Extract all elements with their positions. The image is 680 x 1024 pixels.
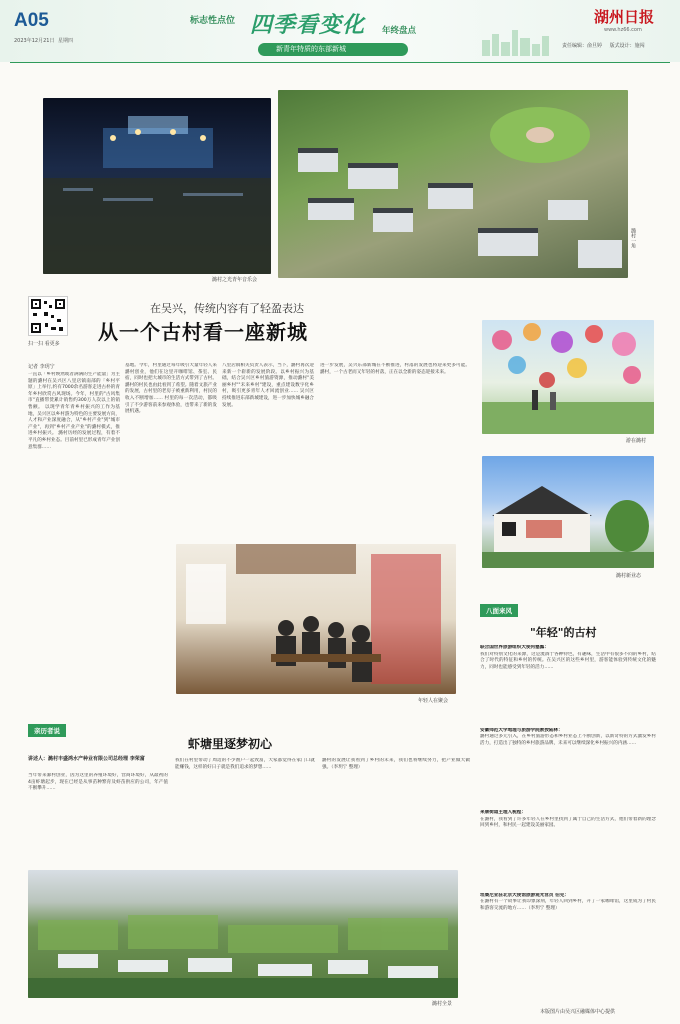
headline-title: 从一个古村看一座新城 [98,320,308,344]
headline-kicker: 在吴兴，传统内容有了轻盈表达 [150,302,304,315]
story-speaker: 讲述人：潞村丰盛鸿水产种业有限公司总经理 李荣富 [28,756,145,762]
section-tag-opinions [480,598,518,617]
article-column-3: 八里店镇相关负责人表示，当下，潞村再次迎来新一个崭新的发展阶段。以乡村振兴为基础，结合吴兴区乡村旅游资源，推动潞村"美丽乡村""未来乡村"建设，重点建设数字化乡村，吸引更多青年人才回流创业…… 吴兴区持续推进东部新城建设，进一步加快城乡融合发展。 [222,363,314,408]
section-tag-label: 八面来风 [480,604,518,617]
article-column-4: 进一步发展，吴兴东部新城在不断推进，村落的发展也将迎来更多可能。 潞村，一个古老而又年轻的村落，正在以全新的姿态迎接未来。 [320,363,470,375]
footer-credit: 本版图片由吴兴区融媒体中心提供 [540,1009,616,1015]
page-number: A05 [14,10,49,31]
para-3: 在潞村，我看到了许多年轻人在乡村里找到了属于自己的生活方式，他们带着新的理念回到乡村，和村民一起建设美丽家园。 [480,816,656,829]
village-photo [278,90,628,278]
para-4-head: 坦桑尼亚驻北京大使馆旅游观光官员 伯克： [480,892,569,898]
concert-photo [43,98,271,274]
garden-caption: 游在潞村 [626,438,647,444]
article-column-2: 基地。今年，村里通过每年吸引大量年轻人来潞村创业，他们在这里开咖啡馆、茶室、民宿，同时也把大城市的生活方式带到了古村。 潞村的村民也由此看到了希望。随着文旅产业的发展，古村里的老房子被重新利用，村民的收入不断增加…… 村里的每一次活动，都吸引了不少游客前来参观体验，也带来了新的发展机遇。 [125,363,217,415]
issue-date: 2023年12月21日 [14,38,55,44]
story-column-1: 当年带来滁村创业，因为这里的养殖环境好，营商环境好，从最初的4亩虾塘起步，现在已经是从事苗种繁育及虾苗供应的公司，年产值不断攀升…… [28,773,168,792]
byline: 记者 李玥宁 [28,364,55,370]
weekday: 星期四 [58,38,74,44]
para-4: 在潞村有一个故事让我印象深刻，年轻人回到乡村，开了一家咖啡馆，这里成为了村民和游客交流的地方……（李玥宁 整理） [480,899,656,911]
cafe-photo [176,544,456,694]
para-2-head: 安徽师范大学地理与旅游学院教授陆林： [480,727,563,733]
fields-photo [28,870,458,998]
para-3-head: 来康街道主理人税程： [480,810,526,816]
article-column-1: 一直以「乡村焕然或者满满的生产能量」为主题的潞村在吴兴区八里店镇南部的「乡村平原」上举行,约有7000余名游客走进古朴的青年乡村欣赏古风现场。今年，村里的"古风集市"直播带货累计销售约300万人次以上的销售额。 以现学青年青乡村振兴的工作为基地，吴兴区以乡村游为特色的主要发展方向，人才和产业深度融合，从"乡村产业"到"城市产业"，再到"乡村产业产业"的潞村模式，推进乡村振兴。 潞村历经的发展过程，有着不平凡的乡村业态。目前村里已形成青年产业创意集群…… [28,372,120,450]
paper-name: 湖州日报 [594,8,655,26]
subtitle: 新青年特质的东部新城 [276,45,346,53]
mural-caption: 潞村新业态 [616,573,642,579]
fields-caption: 潞村全景 [432,1001,453,1007]
qr-code [28,296,68,336]
story-column-2: 我们在村里带动了周边的不少渔户一起致富，大家都觉得在家门口就能赚钱，这样的好日子就是我们追求的梦想…… [175,758,315,770]
opinions-title: "年轻"的古村 [530,626,597,639]
concert-caption: 潞村之光青年音乐会 [212,277,258,283]
para-1-head: 联合国世界旅游组织大使何塞露： [480,645,549,650]
main-title: 四季看变化 [250,13,366,38]
year-end-label: 年终盘点 [382,26,417,36]
village-caption: 潞村一角 [630,228,636,248]
para-1: 我们对特别文化的来源，这是流淌于各种特色，有趣味，生活中有很多不同的乡村，结合了时代的特征和乡村的传统。在吴兴区的这些乡村里，游客能体验到传统文化的魅力，同时也能感受到年轻的活力…… [480,651,656,670]
mural-photo [482,456,654,568]
website: www.hz66.com [604,27,642,33]
witness-tag-label: 亲历者说 [28,724,66,737]
editor-credit: 责任编辑：俞旦婷 [562,43,603,49]
designer-credit: 版式设计：施闯 [609,43,645,49]
section-tag-witness [28,718,66,737]
skyline-icon [480,28,552,56]
opinions-body [480,645,656,990]
story-column-3: 潞村的发展让我看到了乡村的未来，我们也将继续努力，把产业做大做强。（李玥宁 整理） [322,758,470,770]
cafe-caption: 年轻人在聚会 [418,698,449,704]
subtitle-banner [258,43,408,56]
header-rule [10,62,670,63]
qr-label: 扫一扫 看更多 [28,341,60,347]
para-2: 潞村通过多元引入，在乡村旅游形态和乡村业态上不断创新，以新奇特的方式激发乡村活力，打造出了独特的乡村旅游品牌，未来可以继续深化乡村振兴的内涵…… [480,734,656,746]
story-title: 虾塘里逐梦初心 [188,737,273,751]
garden-photo [482,320,654,434]
column-label: 标志性点位 [190,16,236,26]
